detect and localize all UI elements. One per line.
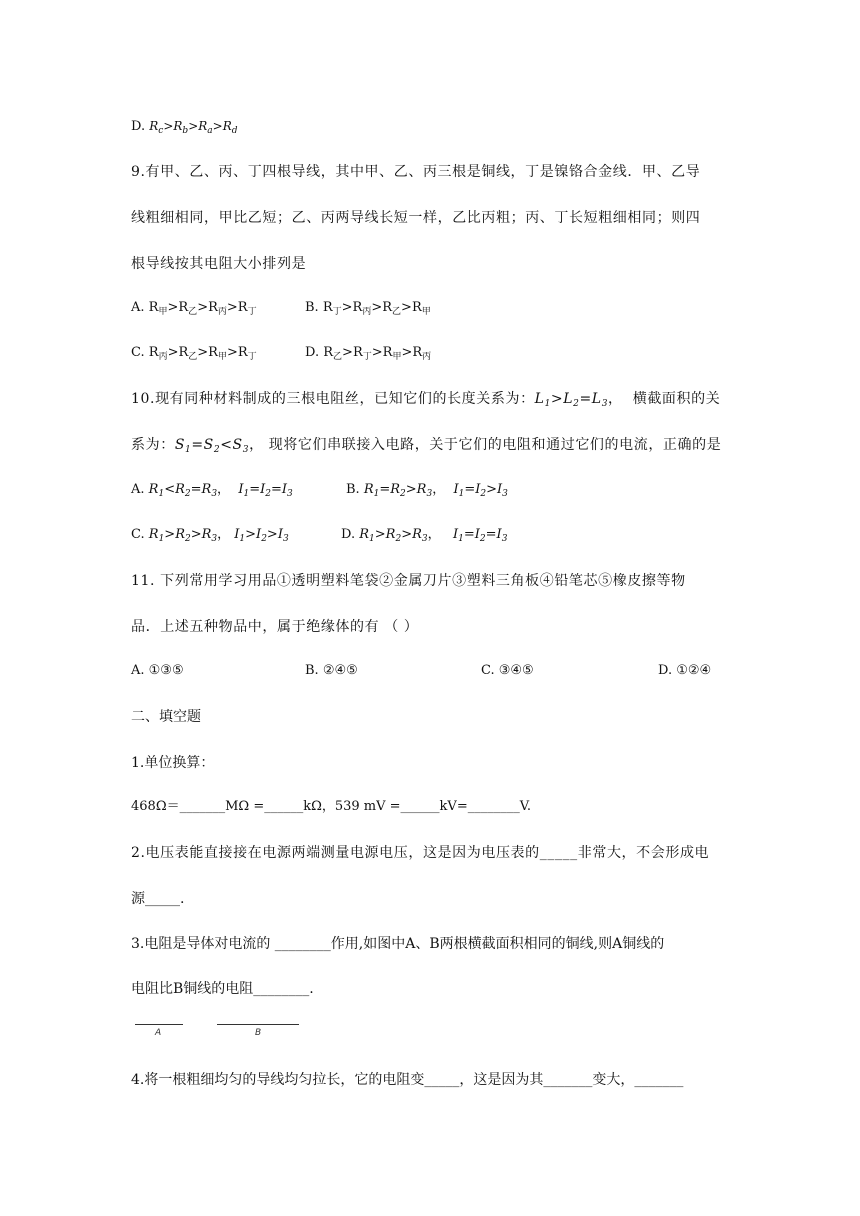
q9-line-1: 9.有甲、乙、丙、丁四根导线，其中甲、乙、丙三根是铜线，丁是镍铬合金线．甲、乙导 (131, 164, 701, 180)
q9-option-a-expr: $R_甲>R_乙>R_丙>R_丁$ (148, 300, 257, 317)
q10-line-2-tail: 现将它们串联接入电路，关于它们的电阻和通过它们的电流，正确的是 (268, 437, 722, 453)
q10-option-a-current: $I_1=I_2=I_3$ (238, 482, 293, 499)
q8-option-d-label: D. (131, 119, 146, 134)
q10-option-d-expr: $R_1>R_2>R_3$ (359, 527, 428, 544)
q9-option-b (305, 298, 431, 318)
q9-option-d-label: D. (305, 345, 320, 360)
q10-option-b-current: $I_1=I_2>I_3$ (453, 482, 508, 499)
q9-line-3: 根导线按其电阻大小排列是 (131, 256, 307, 272)
q10-option-a: A. $R_1<R_2=R_3$， $I_1=I_2=I_3$ (131, 482, 293, 499)
q10-option-d-label: D. (341, 527, 356, 542)
q11-option-a: A. ①③⑤ (131, 663, 184, 678)
q9-option-b-expr: $R_丁>R_丙>R_乙>R_甲$ (322, 300, 431, 317)
q11-option-d: D. ①②④ (658, 663, 712, 678)
q10-option-b: B. $R_1=R_2>R_3$， $I_1=I_2>I_3$ (346, 482, 508, 499)
wire-b (217, 1024, 299, 1025)
q10-option-c: C. $R_1>R_2>R_3$， $I_1>I_2>I_3$ (131, 527, 289, 544)
q10-option-b-expr: $R_1=R_2>R_3$ (363, 482, 433, 499)
f2-line-2: 源_____. (131, 891, 185, 907)
f4-line-1: 4.将一根粗细均匀的导线均匀拉长，它的电阻变_____，这是因为其_______变大，_______ (131, 1072, 684, 1088)
q10-option-c-label: C. (131, 527, 145, 542)
f1-line-2: 468Ω＝_______MΩ =______kΩ，539 mV =______kV=________V. (131, 799, 531, 814)
q11-option-c: C. ③④⑤ (481, 663, 534, 678)
q11-line-2: 品．上述五种物品中，属于绝缘体的有 （ ） (131, 619, 419, 635)
f3-line-1: 3.电阻是导体对电流的 ________作用,如图中A、B两根横截面积相同的铜线,则A铜线的 (131, 936, 665, 952)
q10-area-relation: $S_1=S_2<S_3$ (174, 437, 250, 455)
f3-line-2: 电阻比B铜线的电阻________. (131, 981, 314, 997)
q10-option-d: D. $R_1>R_2>R_3$， $I_1=I_2=I_3$ (341, 527, 508, 544)
q10-length-relation: $L_1>L_2=L_3$ (534, 391, 609, 409)
q11-line-1: 11. 下列常用学习用品①透明塑料笔袋②金属刀片③塑料三角板④铅笔芯⑤橡皮擦等物 (131, 573, 686, 589)
q10-line-1: 10.现有同种材料制成的三根电阻丝，已知它们的长度关系为：$L_1>L_2=L_3$， 横截面积的关 (131, 391, 721, 409)
q10-option-a-label: A. (131, 482, 145, 497)
q10-option-c-expr: $R_1>R_2>R_3$ (148, 527, 218, 544)
q9-option-c-label: C. (131, 345, 145, 360)
q9-option-d-expr: $R_乙>R_丁>R_甲>R_丙$ (323, 345, 432, 362)
q10-line-1-tail: 横截面积的关 (632, 391, 721, 407)
section-heading-fill-in: 二、填空题 (131, 709, 201, 725)
q10-option-d-current: $I_1=I_2=I_3$ (453, 527, 508, 544)
q9-option-c (131, 343, 257, 363)
wire-a (135, 1024, 183, 1025)
q9-option-a-label: A. (131, 300, 145, 315)
q11-option-b: B. ②④⑤ (305, 663, 358, 678)
q8-option-d (131, 116, 238, 137)
q10-option-b-label: B. (346, 482, 360, 497)
wire-a-label: A (155, 1028, 162, 1038)
f1-line-1: 1.单位换算： (131, 755, 215, 771)
wires-figure (131, 1018, 311, 1048)
q9-option-c-expr: $R_丙>R_乙>R_甲>R_丁$ (148, 345, 257, 362)
q9-option-d (305, 343, 431, 363)
q8-option-d-expr: $R_c>R_b>R_a>R_d$ (149, 119, 238, 136)
q10-option-a-expr: $R_1<R_2=R_3$ (148, 482, 218, 499)
q10-line-1-text: 10.现有同种材料制成的三根电阻丝，已知它们的长度关系为： (131, 391, 535, 407)
f2-line-1: 2.电压表能直接接在电源两端测量电源电压，这是因为电压表的_____非常大，不会形成电 (131, 845, 710, 861)
q9-option-b-label: B. (305, 300, 319, 315)
q9-line-2: 线粗细相同，甲比乙短；乙、丙两导线长短一样，乙比丙粗；丙、丁长短粗细相同；则四 (131, 210, 701, 226)
q10-line-2-text: 系为： (131, 437, 175, 453)
q10-line-2: 系为：$S_1=S_2<S_3$， 现将它们串联接入电路，关于它们的电阻和通过它们的电流，正确的是 (131, 437, 722, 455)
q10-option-c-current: $I_1>I_2>I_3$ (234, 527, 289, 544)
wire-b-label: B (255, 1028, 262, 1038)
q9-option-a (131, 298, 257, 318)
